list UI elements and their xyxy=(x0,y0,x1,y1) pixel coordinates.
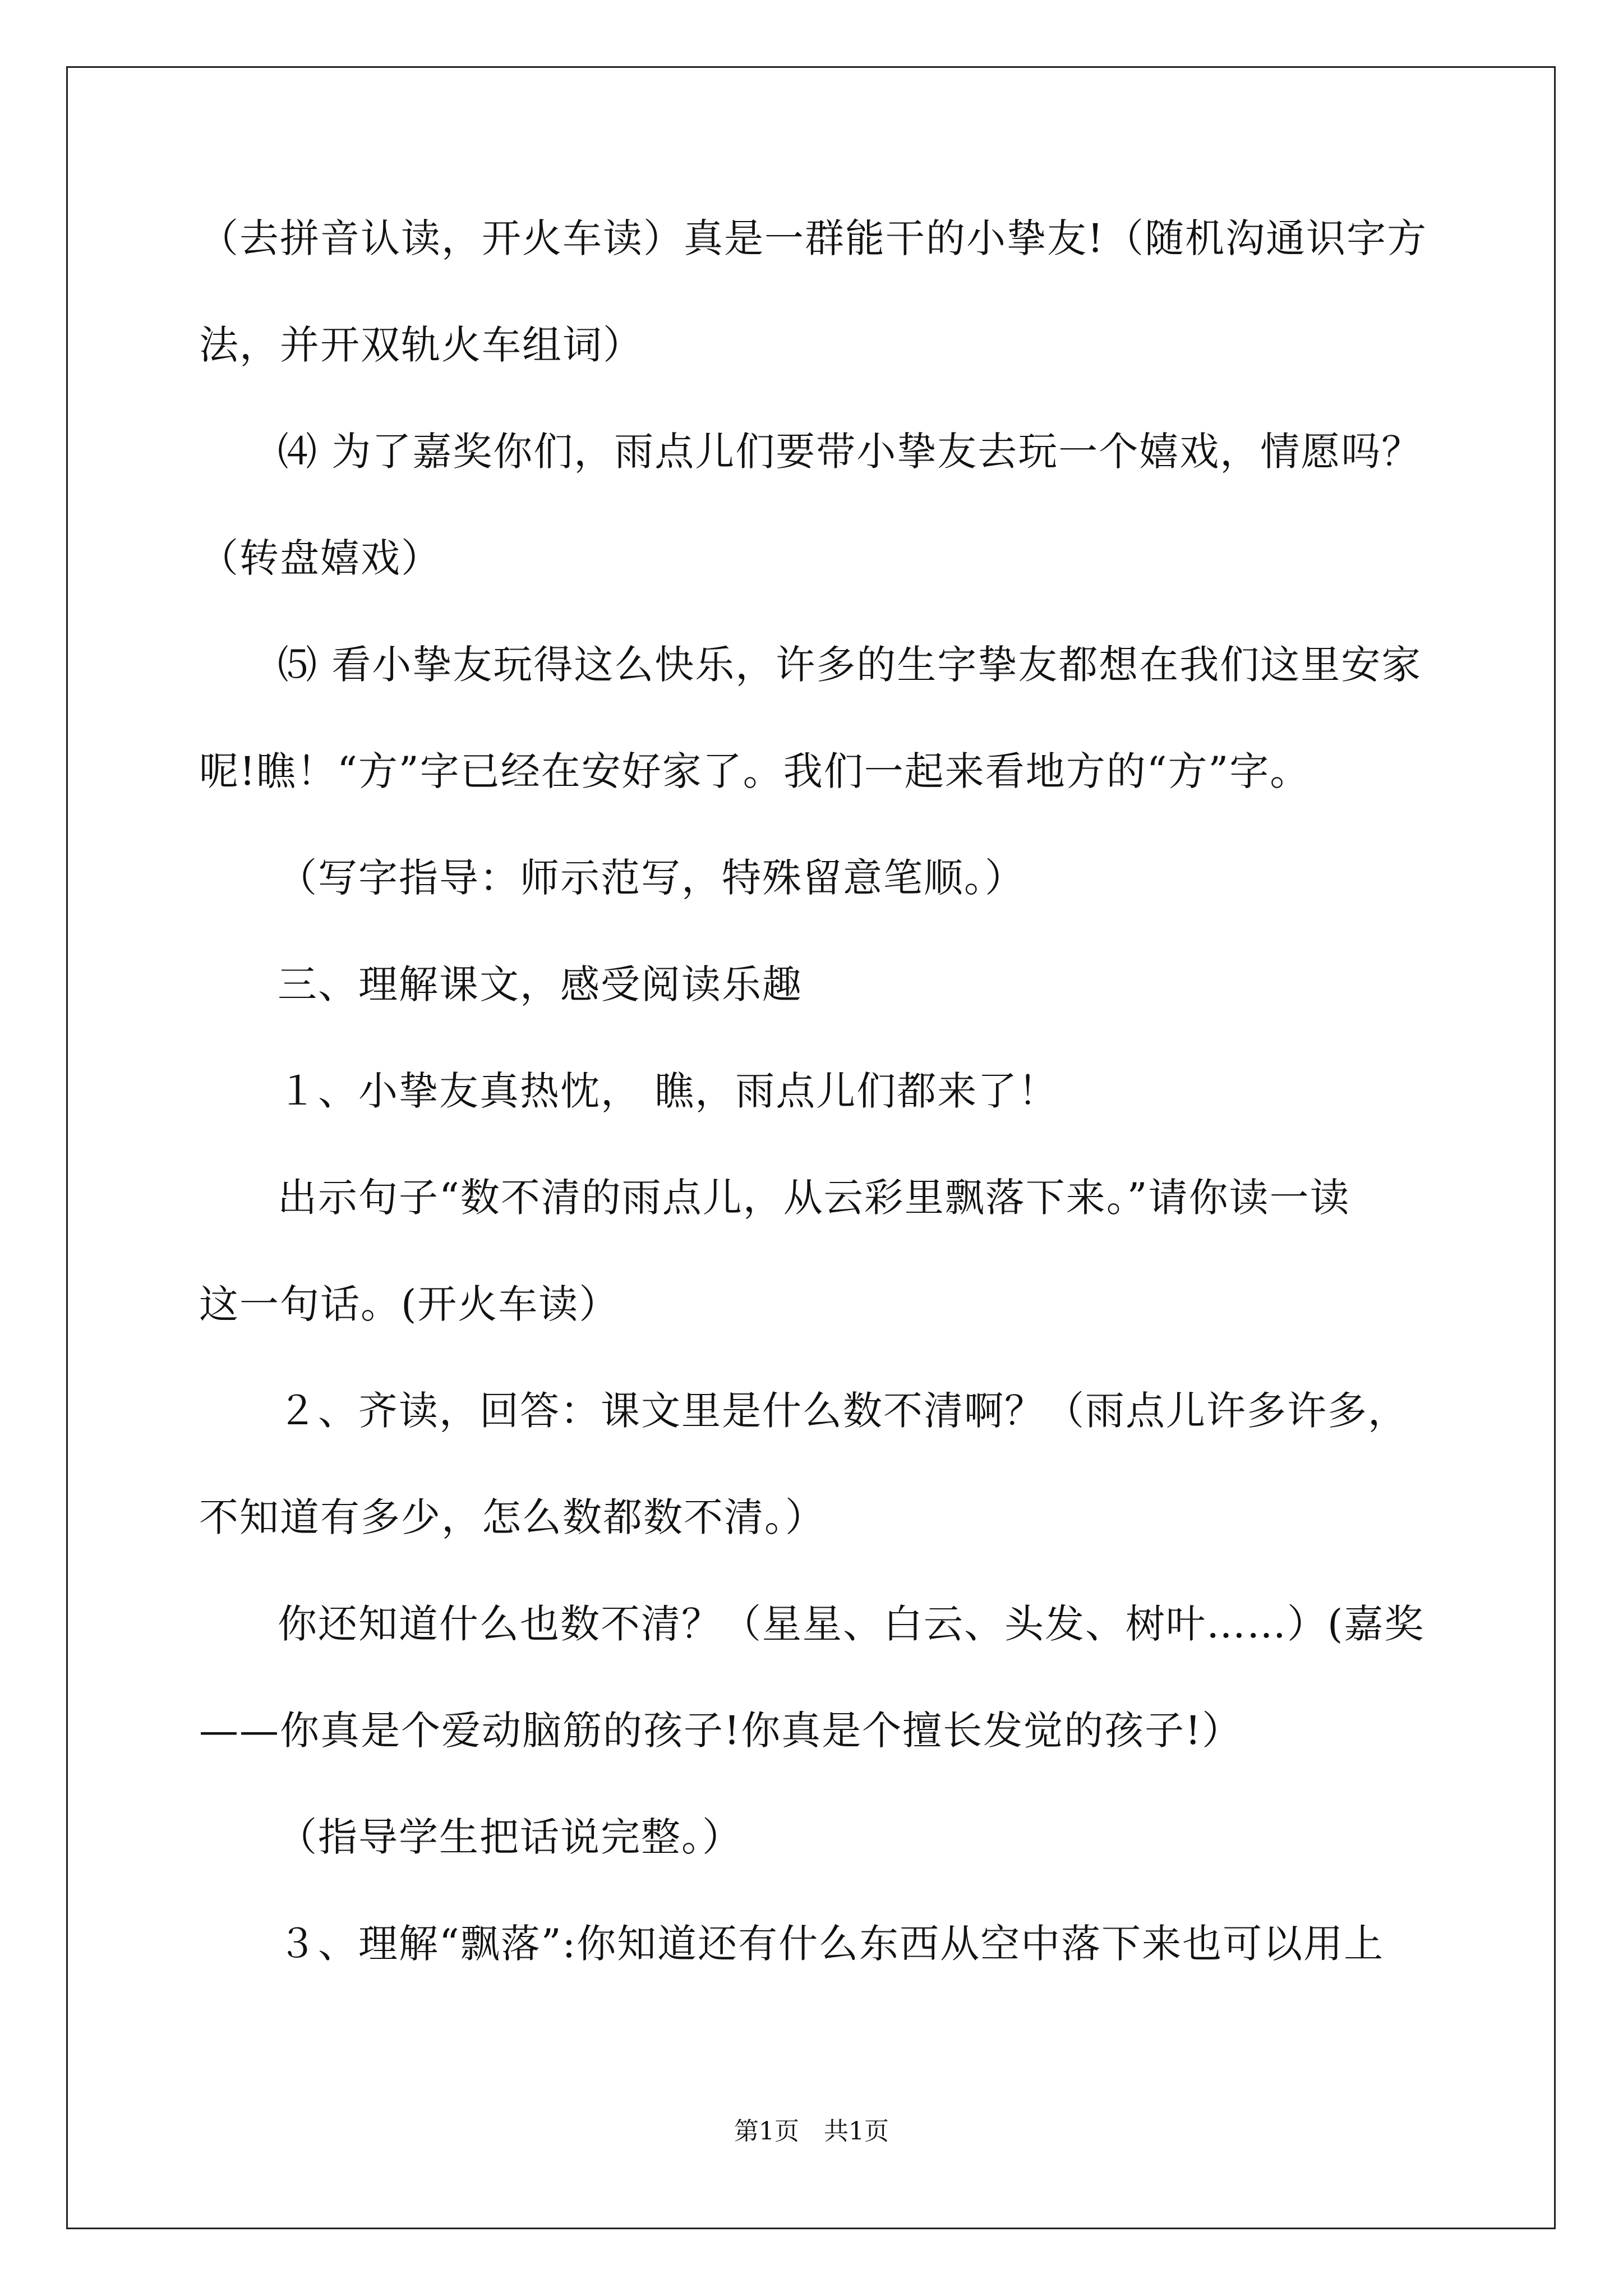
text-line: ３、理解“飘落”:你知道还有什么东西从空中落下来也可以用上 xyxy=(278,1921,1385,1967)
text-line: 这一句话。(开火车读） xyxy=(199,1281,620,1327)
text-line: 你还知道什么也数不清？（星星、白云、头发、树叶……）(嘉奖 xyxy=(278,1601,1425,1647)
page-border xyxy=(66,66,1556,2229)
text-line: （转盘嬉戏） xyxy=(199,535,441,581)
text-line: 法，并开双轨火车组词） xyxy=(199,322,643,368)
text-line: ⑷ 为了嘉奖你们，雨点儿们要带小挚友去玩一个嬉戏，情愿吗？ xyxy=(278,429,1422,475)
text-line: （指导学生把话说完整。） xyxy=(278,1814,743,1860)
text-line: （去拼音认读，开火车读）真是一群能干的小挚友!（随机沟通识字方 xyxy=(199,215,1428,261)
text-line: 出示句子“数不清的雨点儿，从云彩里飘落下来。”请你读一读 xyxy=(278,1175,1350,1221)
text-line: 不知道有多少，怎么数都数不清。） xyxy=(199,1494,826,1540)
text-line: １、小挚友真热忱， 瞧，雨点儿们都来了！ xyxy=(278,1068,1059,1114)
text-line: ——你真是个爱动脑筋的孩子!你真是个擅长发觉的孩子!） xyxy=(199,1708,1243,1754)
text-line: （写字指导：师示范写，特殊留意笔顺。） xyxy=(278,855,1025,901)
text-line: 呢!瞧！“方”字已经在安好家了。我们一起来看地方的“方”字。 xyxy=(199,748,1311,794)
section-heading: 三、理解课文，感受阅读乐趣 xyxy=(278,961,803,1007)
text-line: ２、齐读，回答：课文里是什么数不清啊？（雨点儿许多许多， xyxy=(278,1388,1408,1434)
text-line: ⑸ 看小挚友玩得这么快乐，许多的生字挚友都想在我们这里安家 xyxy=(278,642,1422,688)
page-footer: 第1页 共1页 xyxy=(734,2117,889,2146)
